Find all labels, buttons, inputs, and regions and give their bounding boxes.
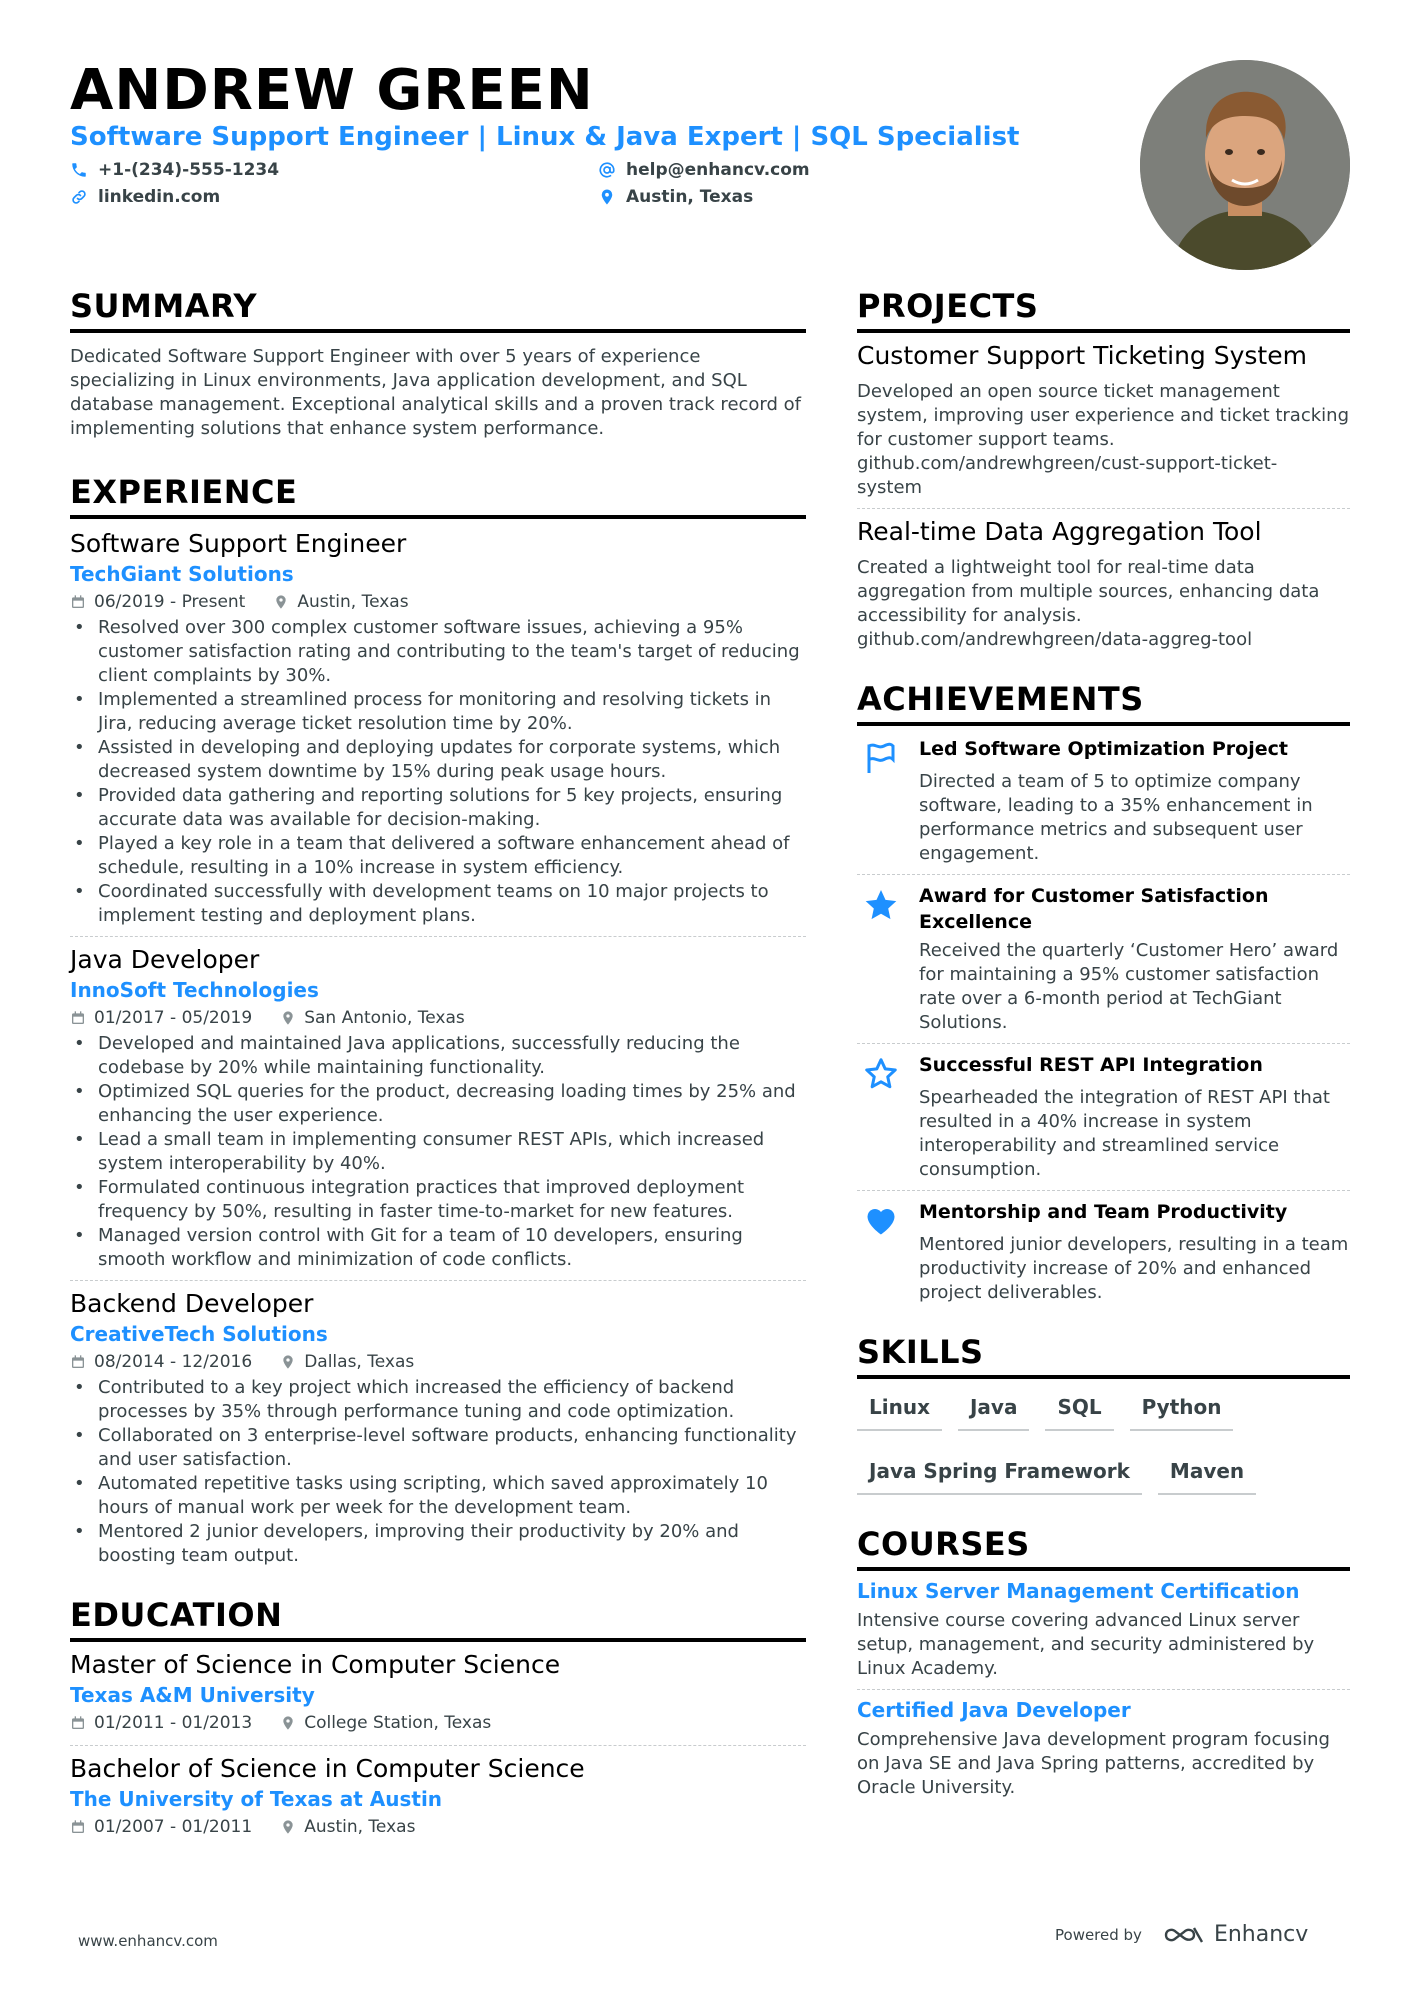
avatar-illustration xyxy=(1140,60,1350,270)
map-pin-icon xyxy=(273,594,289,610)
bullet-item: • Resolved over 300 complex customer software issues, achieving a 95% customer satisfaction rating and contributing to the team's target of reducing client complaints by 30%. xyxy=(70,616,806,688)
job-role: Software Support Engineer xyxy=(70,529,407,558)
divider xyxy=(857,874,1350,875)
projects-section xyxy=(857,287,1350,652)
skill-tag: Maven xyxy=(1158,1447,1256,1495)
star-filled-icon xyxy=(863,887,899,923)
job-location: San Antonio, Texas xyxy=(304,1008,465,1028)
education-school: Texas A&M University xyxy=(70,1683,315,1707)
job-location: Dallas, Texas xyxy=(304,1352,415,1372)
divider xyxy=(857,1043,1350,1044)
education-dates: 01/2011 - 01/2013 xyxy=(94,1713,253,1733)
skill-tag: Python xyxy=(1130,1383,1234,1431)
bullet-item: • Coordinated successfully with development teams on 10 major projects to implement testing and deployment plans. xyxy=(70,880,806,928)
calendar-icon xyxy=(70,1354,86,1370)
brand-text: Enhancv xyxy=(1213,1922,1309,1947)
skill-tag: Java Spring Framework xyxy=(857,1447,1142,1495)
job-entry xyxy=(70,1289,806,1568)
divider xyxy=(70,1280,806,1281)
project-description: Created a lightweight tool for real-time data aggregation from multiple sources, enhancing data accessibility for analysis. xyxy=(857,557,1320,626)
education-entry xyxy=(70,1754,806,1837)
courses-section xyxy=(857,1525,1350,1800)
bullet-item: • Automated repetitive tasks using scripting, which saved approximately 10 hours of manual work per week for the development team. xyxy=(70,1472,806,1520)
project-title: Customer Support Ticketing System xyxy=(857,341,1307,370)
project-title: Real-time Data Aggregation Tool xyxy=(857,517,1262,546)
heart-icon xyxy=(863,1203,899,1239)
job-meta xyxy=(70,1352,806,1372)
achievement-entry xyxy=(857,1052,1350,1182)
calendar-icon xyxy=(70,594,86,610)
footer-website[interactable]: www.enhancv.com xyxy=(78,1932,218,1950)
job-entry xyxy=(70,945,806,1272)
bullet-item: • Developed and maintained Java applications, successfully reducing the codebase by 20% while maintaining functionality. xyxy=(70,1032,806,1080)
course-entry xyxy=(857,1579,1350,1681)
star-outline-icon xyxy=(863,1056,899,1092)
candidate-title: Software Support Engineer | Linux & Java Expert | SQL Specialist xyxy=(70,122,1020,152)
map-pin-icon xyxy=(280,1354,296,1370)
job-role: Backend Developer xyxy=(70,1289,314,1318)
education-section xyxy=(70,1596,806,1837)
project-link-continued[interactable]: system xyxy=(857,477,923,498)
map-pin-icon xyxy=(280,1010,296,1026)
location-text: Austin, Texas xyxy=(626,187,754,207)
skill-tag: SQL xyxy=(1045,1383,1113,1431)
job-dates: 01/2017 - 05/2019 xyxy=(94,1008,253,1028)
divider xyxy=(857,1689,1350,1690)
achievements-section xyxy=(857,680,1350,1305)
at-icon xyxy=(598,161,616,179)
education-entry xyxy=(70,1650,806,1733)
footer-powered-by xyxy=(1055,1922,1308,1947)
job-meta xyxy=(70,1008,806,1028)
email-contact xyxy=(598,160,810,180)
bullet-item: • Provided data gathering and reporting solutions for 5 key projects, ensuring accurate data was available for decision-making. xyxy=(70,784,806,832)
divider xyxy=(857,1190,1350,1191)
candidate-name: ANDREW GREEN xyxy=(70,58,594,123)
powered-by-text: Powered by xyxy=(1055,1925,1142,1944)
linkedin-text[interactable]: linkedin.com xyxy=(98,187,221,207)
job-dates: 08/2014 - 12/2016 xyxy=(94,1352,253,1372)
calendar-icon xyxy=(70,1010,86,1026)
achievements-heading: ACHIEVEMENTS xyxy=(857,680,1350,726)
flag-icon xyxy=(863,740,899,776)
achievement-description: Mentored junior developers, resulting in a team productivity increase of 20% and enhanced project deliverables. xyxy=(919,1234,1349,1303)
job-entry xyxy=(70,529,806,928)
bullet-item: • Lead a small team in implementing consumer REST APIs, which increased system interoperability by 40%. xyxy=(70,1128,806,1176)
bullet-item: • Contributed to a key project which increased the efficiency of backend processes by 35% through performance tuning and code optimization. xyxy=(70,1376,806,1424)
job-bullets xyxy=(70,1376,806,1568)
achievement-description: Received the quarterly ‘Customer Hero’ award for maintaining a 95% customer satisfaction rate over a 6-month period at TechGiant Solutions. xyxy=(919,940,1339,1033)
skill-tag: Java xyxy=(958,1383,1029,1431)
courses-heading: COURSES xyxy=(857,1525,1350,1571)
project-link[interactable]: github.com/andrewhgreen/cust-support-ticket- xyxy=(857,453,1278,474)
project-entry xyxy=(857,517,1350,652)
achievement-title: Mentorship and Team Productivity xyxy=(919,1201,1288,1223)
achievement-title: Led Software Optimization Project xyxy=(919,738,1288,760)
summary-section xyxy=(70,287,806,441)
education-location: College Station, Texas xyxy=(304,1713,492,1733)
education-meta xyxy=(70,1817,806,1837)
project-description: Developed an open source ticket management system, improving user experience and ticket tracking for customer support teams. xyxy=(857,381,1349,450)
bullet-item: • Managed version control with Git for a team of 10 developers, ensuring smooth workflow and minimization of code conflicts. xyxy=(70,1224,806,1272)
achievement-entry xyxy=(857,883,1350,1035)
bullet-item: • Collaborated on 3 enterprise-level software products, enhancing functionality and user satisfaction. xyxy=(70,1424,806,1472)
job-dates: 06/2019 - Present xyxy=(94,592,246,612)
education-degree: Master of Science in Computer Science xyxy=(70,1650,561,1679)
job-meta xyxy=(70,592,806,612)
education-meta xyxy=(70,1713,806,1733)
job-bullets xyxy=(70,616,806,928)
location-contact xyxy=(598,187,753,207)
enhancv-logo-icon xyxy=(1162,1924,1206,1946)
achievement-title: Award for Customer Satisfaction Excellence xyxy=(919,885,1269,933)
calendar-icon xyxy=(70,1819,86,1835)
education-heading: EDUCATION xyxy=(70,1596,806,1642)
experience-section xyxy=(70,473,806,1568)
experience-heading: EXPERIENCE xyxy=(70,473,806,519)
enhancv-logo[interactable] xyxy=(1162,1922,1308,1947)
achievement-entry xyxy=(857,736,1350,866)
achievement-description: Spearheaded the integration of REST API that resulted in a 40% increase in system interoperability and streamlined service consumption. xyxy=(919,1087,1330,1180)
bullet-item: • Implemented a streamlined process for monitoring and resolving tickets in Jira, reducing average ticket resolution time by 20%. xyxy=(70,688,806,736)
course-title: Linux Server Management Certification xyxy=(857,1579,1300,1603)
phone-icon xyxy=(70,161,88,179)
profile-photo xyxy=(1140,60,1350,270)
map-pin-icon xyxy=(280,1715,296,1731)
summary-heading: SUMMARY xyxy=(70,287,806,333)
bullet-item: • Played a key role in a team that delivered a software enhancement ahead of schedule, resulting in a 10% increase in system efficiency. xyxy=(70,832,806,880)
education-school: The University of Texas at Austin xyxy=(70,1787,443,1811)
phone-text[interactable]: +1-(234)-555-1234 xyxy=(98,160,280,180)
achievement-entry xyxy=(857,1199,1350,1305)
divider xyxy=(70,936,806,937)
link-icon xyxy=(70,188,88,206)
calendar-icon xyxy=(70,1715,86,1731)
linkedin-contact xyxy=(70,187,220,207)
course-title: Certified Java Developer xyxy=(857,1698,1131,1722)
job-company: TechGiant Solutions xyxy=(70,562,294,586)
course-description: Comprehensive Java development program focusing on Java SE and Java Spring patterns, accredited by Oracle University. xyxy=(857,1729,1330,1798)
course-entry xyxy=(857,1698,1350,1800)
bullet-item: • Optimized SQL queries for the product, decreasing loading times by 25% and enhancing the user experience. xyxy=(70,1080,806,1128)
summary-text: Dedicated Software Support Engineer with over 5 years of experience specializing in Linux environments, Java application development, and SQL database management. Exceptional analytical skills and a proven track record of implementing solutions that enhance system performance. xyxy=(70,346,802,439)
email-text[interactable]: help@enhancv.com xyxy=(626,160,810,180)
bullet-item: • Assisted in developing and deploying updates for corporate systems, which decreased system downtime by 15% during peak usage hours. xyxy=(70,736,806,784)
job-role: Java Developer xyxy=(70,945,260,974)
achievement-description: Directed a team of 5 to optimize company software, leading to a 35% enhancement in performance metrics and subsequent user engagement. xyxy=(919,771,1313,864)
left-column xyxy=(70,287,806,1837)
course-description: Intensive course covering advanced Linux server setup, management, and security administered by Linux Academy. xyxy=(857,1610,1315,1679)
divider xyxy=(857,508,1350,509)
job-location: Austin, Texas xyxy=(297,592,409,612)
right-column xyxy=(857,287,1350,1800)
skills-heading: SKILLS xyxy=(857,1333,1350,1379)
project-entry xyxy=(857,341,1350,500)
education-degree: Bachelor of Science in Computer Science xyxy=(70,1754,585,1783)
achievement-title: Successful REST API Integration xyxy=(919,1054,1263,1076)
education-dates: 01/2007 - 01/2011 xyxy=(94,1817,253,1837)
education-location: Austin, Texas xyxy=(304,1817,416,1837)
map-pin-icon xyxy=(598,188,616,206)
job-company: InnoSoft Technologies xyxy=(70,978,319,1002)
divider xyxy=(70,1745,806,1746)
project-link[interactable]: github.com/andrewhgreen/data-aggreg-tool xyxy=(857,629,1253,650)
map-pin-icon xyxy=(280,1819,296,1835)
job-bullets xyxy=(70,1032,806,1272)
phone-contact xyxy=(70,160,279,180)
bullet-item: • Mentored 2 junior developers, improving their productivity by 20% and boosting team output. xyxy=(70,1520,806,1568)
job-company: CreativeTech Solutions xyxy=(70,1322,328,1346)
bullet-item: • Formulated continuous integration practices that improved deployment frequency by 50%, resulting in faster time-to-market for new features. xyxy=(70,1176,806,1224)
skills-list xyxy=(857,1383,1350,1511)
projects-heading: PROJECTS xyxy=(857,287,1350,333)
skills-section xyxy=(857,1333,1350,1511)
skill-tag: Linux xyxy=(857,1383,942,1431)
